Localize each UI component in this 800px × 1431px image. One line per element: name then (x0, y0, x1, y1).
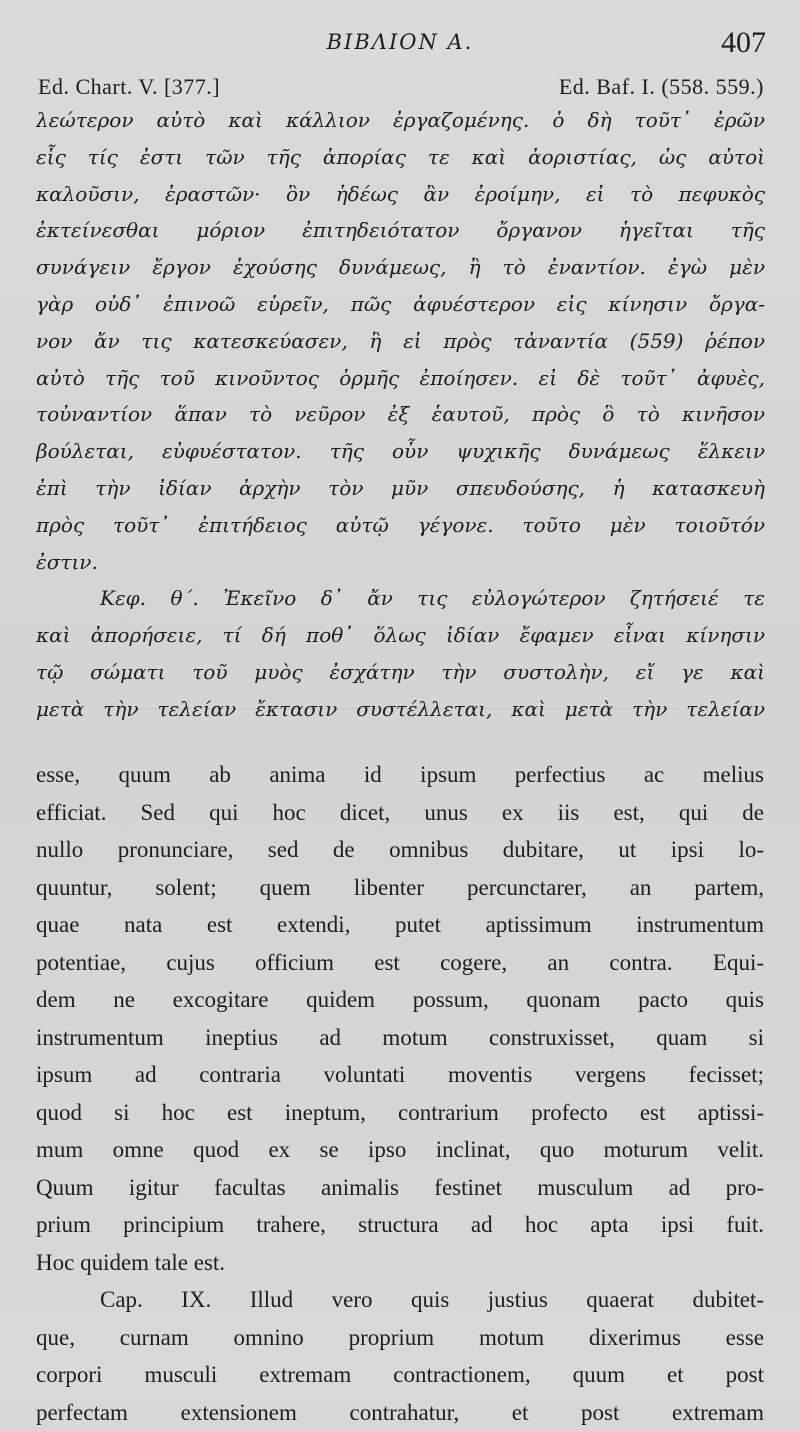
latin-text-line: corpori musculi extremam contractionem, quum et post (36, 1356, 764, 1394)
running-title: ΒΙΒΛΙΟΝ Α. (0, 30, 800, 54)
latin-text-line: Quum igitur facultas animalis festinet musculum ad pro- (36, 1169, 764, 1207)
latin-text-line: prium principium trahere, structura ad hoc apta ipsi fuit. (36, 1206, 764, 1244)
greek-text-line: νον ἄν τις κατεσκεύασεν, ἢ εἰ πρὸς τἀναντία (559) ῥέπον (36, 323, 765, 360)
column-gap (120, 708, 680, 709)
greek-text-line: εἷς τίς ἐστι τῶν τῆς ἀπορίας τε καὶ ἀοριστίας, ὡς αὐτοὶ (36, 139, 765, 176)
greek-text-line: λεώτερον αὐτὸ καὶ κάλλιον ἐργαζομένης. ὁ δὴ τοῦτ᾿ ἐρῶν (36, 102, 765, 139)
latin-text-line: efficiat. Sed qui hoc dicet, unus ex iis est, qui de (36, 794, 764, 832)
latin-text-line: ipsum ad contraria voluntati moventis vergens fecisset; (36, 1056, 764, 1094)
greek-text-line: αὐτὸ τῆς τοῦ κινοῦντος ὁρμῆς ἐποίησεν. εἰ δὲ τοῦτ᾿ ἀφυὲς, (36, 360, 765, 397)
latin-text-line: esse, quum ab anima id ipsum perfectius ac melius (36, 756, 764, 794)
greek-text-line: καὶ ἀπορήσειε, τί δή ποθ᾿ ὅλως ἰδίαν ἔφαμεν εἶναι κίνησιν (36, 617, 765, 654)
latin-text-line: mum omne quod ex se ipso inclinat, quo moturum velit. (36, 1131, 764, 1169)
latin-text-line: perfectam extensionem contrahatur, et post extremam (36, 1394, 764, 1431)
latin-text-line: instrumentum ineptius ad motum construxisset, quam si (36, 1019, 764, 1057)
page-number: 407 (721, 26, 766, 60)
latin-text-line: que, curnam omnino proprium motum dixerimus esse (36, 1319, 764, 1357)
latin-chapter-heading-line: Cap. IX. Illud vero quis justius quaerat dubitet- (36, 1281, 764, 1319)
greek-text-line: μετὰ τὴν τελείαν ἔκτασιν συστέλλεται, καὶ μετὰ τὴν τελείαν (36, 691, 765, 728)
latin-text-line: quod si hoc est ineptum, contrarium profecto est aptissi- (36, 1094, 764, 1132)
greek-text-line: τῷ σώματι τοῦ μυὸς ἐσχάτην τὴν συστολὴν, εἴ γε καὶ (36, 654, 765, 691)
latin-text-line: dem ne excogitare quidem possum, quonam pacto quis (36, 981, 764, 1019)
latin-text-line: Hoc quidem tale est. (36, 1244, 764, 1282)
greek-text-line: συνάγειν ἔργον ἐχούσης δυνάμεως, ἢ τὸ ἐναντίον. ἐγὼ μὲν (36, 249, 765, 286)
latin-text-line: potentiae, cujus officium est cogere, an contra. Equi- (36, 944, 764, 982)
latin-text-line: quuntur, solent; quem libenter percunctarer, an partem, (36, 869, 764, 907)
latin-text-line: nullo pronunciare, sed de omnibus dubitare, ut ipsi lo- (36, 831, 764, 869)
edition-references (38, 74, 764, 104)
greek-text-line: πρὸς τοῦτ᾿ ἐπιτήδειος αὐτῷ γέγονε. τοῦτο μὲν τοιοῦτόν (36, 507, 765, 544)
greek-chapter-heading-line: Κεφ. θ΄. Ἐκεῖνο δ᾿ ἄν τις εὐλογώτερον ζητήσειέ τε (36, 580, 765, 617)
greek-text-line: τοὐναντίον ἅπαν τὸ νεῦρον ἐξ ἑαυτοῦ, πρὸς ὃ τὸ κινῆσον (36, 396, 765, 433)
greek-text-line: γὰρ οὐδ᾿ ἐπινοῶ εὑρεῖν, πῶς ἀφυέστερον εἰς κίνησιν ὄργα- (36, 286, 765, 323)
edition-reference-chartier: Ed. Chart. V. [377.] (38, 74, 220, 100)
page-header (0, 26, 800, 66)
latin-text-line: quae nata est extendi, putet aptissimum instrumentum (36, 906, 764, 944)
greek-text-block (36, 102, 765, 728)
greek-text-line: ἐστιν. (36, 544, 765, 581)
greek-text-line: καλοῦσιν, ἐραστῶν· ὃν ἡδέως ἂν ἐροίμην, εἰ τὸ πεφυκὸς (36, 176, 765, 213)
greek-text-line: ἐκτείνεσθαι μόριον ἐπιτηδειότατον ὄργανον ἡγεῖται τῆς (36, 212, 765, 249)
greek-text-line: βούλεται, εὐφυέστατον. τῆς οὖν ψυχικῆς δυνάμεως ἕλκειν (36, 433, 765, 470)
latin-text-block (36, 756, 764, 1431)
edition-reference-basel: Ed. Baf. I. (558. 559.) (559, 74, 764, 100)
greek-text-line: ἐπὶ τὴν ἰδίαν ἀρχὴν τὸν μῦν σπευδούσης, ἡ κατασκευὴ (36, 470, 765, 507)
